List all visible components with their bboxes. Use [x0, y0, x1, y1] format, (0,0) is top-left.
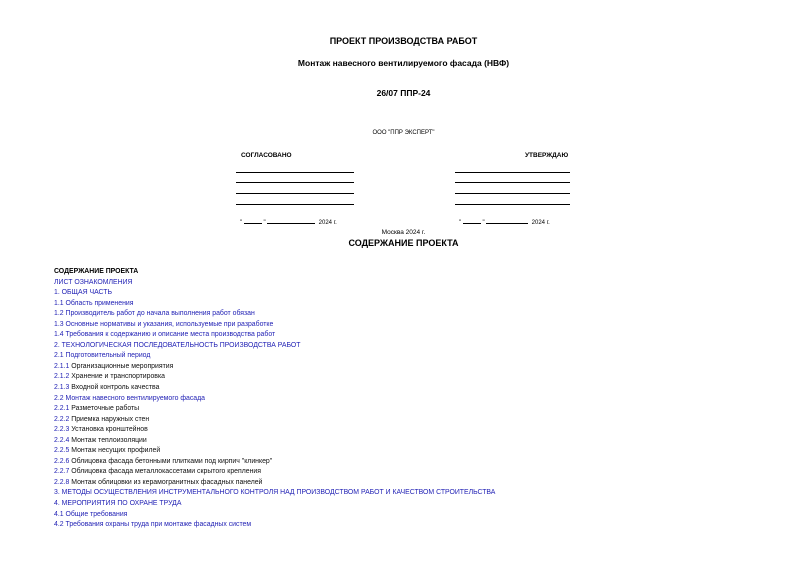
toc-item-label: Область применения: [65, 299, 134, 307]
toc-item[interactable]: [54, 330, 794, 341]
toc-item[interactable]: [54, 278, 794, 289]
approval-left-date: " " 2024 г.: [240, 216, 337, 226]
toc-item-label: Входной контроль качества: [71, 384, 160, 392]
toc-item-number: 2.2.7: [54, 468, 72, 476]
document-title: ПРОЕКТ ПРОИЗВОДСТВА РАБОТ: [329, 36, 478, 46]
toc-item[interactable]: [54, 309, 794, 320]
toc-item[interactable]: [54, 362, 794, 373]
toc-item-number: 3.: [54, 489, 62, 497]
approval-left-label: СОГЛАСОВАНО: [241, 152, 292, 159]
toc-item[interactable]: [54, 351, 794, 362]
toc-item-label: МЕРОПРИЯТИЯ ПО ОХРАНЕ ТРУДА: [61, 500, 182, 508]
toc-item-label: Монтаж теплоизоляции: [71, 436, 147, 444]
signature-line: [455, 172, 570, 173]
toc-item-number: 1.4: [54, 331, 66, 339]
toc-item: [54, 267, 794, 278]
toc-item[interactable]: [54, 320, 794, 331]
toc-item-number: 2.2.2: [54, 415, 72, 423]
toc-item-number: 1.: [54, 289, 62, 297]
toc-item[interactable]: [54, 446, 794, 457]
toc-item-number: 2.1.3: [54, 384, 72, 392]
toc-item[interactable]: [54, 415, 794, 426]
toc-item-number: 2.1.1: [54, 362, 72, 370]
toc-item[interactable]: [54, 520, 794, 531]
organization-name: ООО "ППР ЭКСПЕРТ": [372, 130, 435, 136]
toc-item[interactable]: [54, 425, 794, 436]
toc-item-label: Хранение и транспортировка: [71, 373, 165, 381]
toc-item-label: Организационные мероприятия: [71, 362, 174, 370]
toc-item-label: Разметочные работы: [71, 405, 140, 413]
toc-item-number: 2.1: [54, 352, 66, 360]
toc-item-label: Производитель работ до начала выполнения работ обязан: [65, 310, 255, 318]
toc-item[interactable]: [54, 510, 794, 521]
toc-item-label: Подготовительный период: [65, 352, 151, 360]
toc-item-label: МЕТОДЫ ОСУЩЕСТВЛЕНИЯ ИНСТРУМЕНТАЛЬНОГО КОНТРОЛЯ НАД ПРОИЗВОДСТВОМ РАБОТ И КАЧЕСТВОМ СТРОИТЕЛЬСТВА: [61, 489, 496, 497]
toc-item-number: 2.: [54, 341, 62, 349]
toc-item-number: 4.2: [54, 521, 66, 529]
toc-item-label: ОБЩАЯ ЧАСТЬ: [61, 289, 113, 297]
toc-item-label: Установка кронштейнов: [71, 426, 148, 434]
signature-line: [455, 193, 570, 194]
toc-item-label: Монтаж облицовки из керамогранитных фасадных панелей: [71, 478, 263, 486]
document-subtitle: Монтаж навесного вентилируемого фасада (НВФ): [297, 58, 510, 68]
approval-right-label: УТВЕРЖДАЮ: [525, 152, 569, 159]
toc-item[interactable]: [54, 383, 794, 394]
toc-item-number: 1.1: [54, 299, 66, 307]
toc-item[interactable]: [54, 478, 794, 489]
toc-item[interactable]: [54, 404, 794, 415]
toc-item-number: 2.2: [54, 394, 66, 402]
toc-item-number: 2.2.1: [54, 405, 72, 413]
signature-line: [236, 204, 354, 205]
signature-line: [236, 193, 354, 194]
toc-item-label: Облицовка фасада бетонными плитками под кирпич "клинкер": [71, 457, 273, 465]
toc-item-label: ТЕХНОЛОГИЧЕСКАЯ ПОСЛЕДОВАТЕЛЬНОСТЬ ПРОИЗВОДСТВА РАБОТ: [61, 341, 301, 349]
toc-item-label: Монтаж несущих профилей: [71, 447, 161, 455]
toc-item-label: Основные нормативы и указания, используемые при разработке: [65, 320, 274, 328]
toc-item-label: Монтаж навесного вентилируемого фасада: [65, 394, 205, 402]
toc-item-number: 2.2.5: [54, 447, 72, 455]
toc-item-number: 4.1: [54, 510, 66, 518]
toc-item-number: 1.3: [54, 320, 66, 328]
toc-item-number: 2.2.3: [54, 426, 72, 434]
toc-item-number: 1.2: [54, 310, 66, 318]
toc-item[interactable]: [54, 394, 794, 405]
approval-right-date: " " 2024 г.: [459, 216, 550, 226]
signature-line: [455, 204, 570, 205]
toc-item-number: 2.2.8: [54, 478, 72, 486]
toc-item[interactable]: [54, 436, 794, 447]
toc-heading: СОДЕРЖАНИЕ ПРОЕКТА: [348, 238, 459, 248]
toc-item-label: Требования охраны труда при монтаже фасадных систем: [65, 521, 252, 529]
toc-item[interactable]: [54, 288, 794, 299]
signature-line: [236, 172, 354, 173]
toc-item-number: 2.2.4: [54, 436, 72, 444]
toc-item[interactable]: [54, 457, 794, 468]
document-code: 26/07 ППР-24: [376, 88, 431, 98]
toc-item-label: Требования к содержанию и описание места производства работ: [65, 331, 276, 339]
city-year: Москва 2024 г.: [381, 229, 426, 236]
toc-item-number: 4.: [54, 500, 62, 508]
toc-item[interactable]: [54, 467, 794, 478]
toc-item-number: 2.1.2: [54, 373, 72, 381]
signature-line: [236, 182, 354, 183]
toc-item-label: Приемка наружных стен: [71, 415, 150, 423]
toc-item-label: СОДЕРЖАНИЕ ПРОЕКТА: [54, 268, 139, 275]
table-of-contents: [54, 267, 794, 531]
toc-item[interactable]: [54, 488, 794, 499]
toc-item[interactable]: [54, 372, 794, 383]
signature-line: [455, 182, 570, 183]
toc-item-label: Общие требования: [65, 510, 128, 518]
toc-item[interactable]: [54, 341, 794, 352]
toc-item-label: ЛИСТ ОЗНАКОМЛЕНИЯ: [54, 278, 133, 286]
toc-item[interactable]: [54, 499, 794, 510]
toc-item[interactable]: [54, 299, 794, 310]
toc-item-number: 2.2.6: [54, 457, 72, 465]
toc-item-label: Облицовка фасада металлокассетами скрытого крепления: [71, 468, 261, 476]
